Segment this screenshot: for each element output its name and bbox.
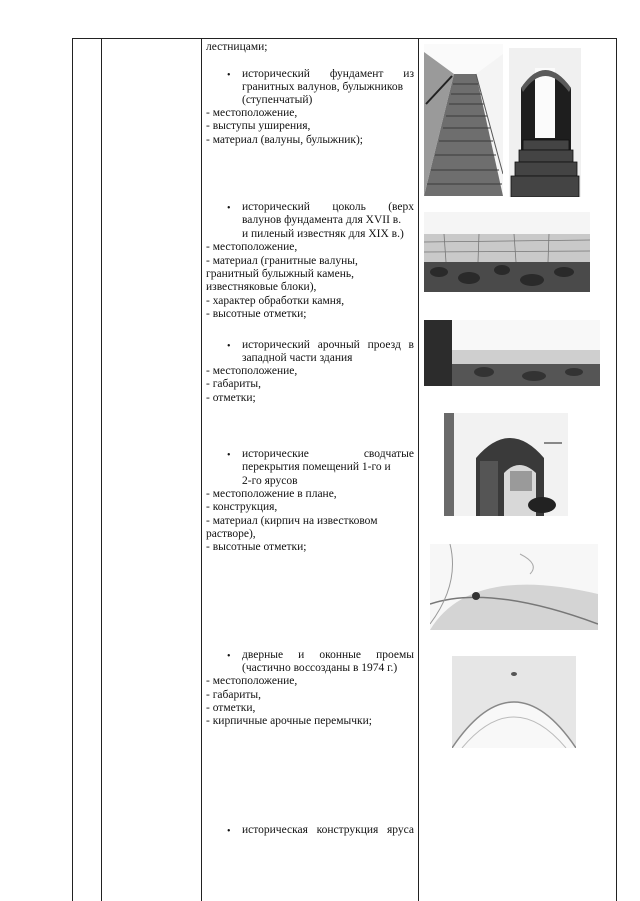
bullet-heading: (ступенчатый): [242, 94, 313, 106]
text-line: - местоположение,: [206, 365, 298, 377]
bullet-heading: западной части здания: [242, 352, 353, 364]
photo-staircase: [424, 44, 503, 196]
text-line: - выступы уширения,: [206, 120, 311, 132]
bullet-heading: исторический арочный проезд в: [242, 339, 414, 351]
bullet-heading: (частично воссозданы в 1974 г.): [242, 662, 398, 674]
text-line: - материал (валуны, булыжник);: [206, 134, 363, 146]
text-line: - габариты,: [206, 378, 262, 390]
photo-arched-passage: [444, 413, 568, 516]
text-line: лестницами;: [206, 41, 268, 53]
bullet-heading: гранитных валунов, булыжников: [242, 81, 404, 93]
bullet-heading: исторический цоколь (верх: [242, 201, 414, 213]
text-line: - конструкция,: [206, 501, 278, 513]
column-border: [101, 38, 102, 901]
bullet-heading: исторические сводчатые: [242, 448, 414, 460]
text-line: - характер обработки камня,: [206, 295, 345, 307]
bullet-heading: дверные и оконные проемы: [242, 649, 414, 661]
text-line: - местоположение,: [206, 241, 298, 253]
bullet-heading: перекрытия помещений 1-го и: [242, 461, 391, 473]
column-border: [72, 38, 73, 901]
table-top-border: [72, 38, 617, 39]
photo-passage-wall: [424, 320, 600, 386]
text-line: растворе),: [206, 528, 256, 540]
text-line: - материал (гранитные валуны,: [206, 255, 358, 267]
bullet-icon: •: [227, 651, 231, 662]
bullet-heading: историческая конструкция яруса: [242, 824, 414, 836]
bullet-icon: •: [227, 70, 231, 81]
bullet-icon: •: [227, 203, 231, 214]
bullet-heading: валунов фундамента для XVII в.: [242, 214, 402, 226]
text-line: - кирпичные арочные перемычки;: [206, 715, 372, 727]
column-border: [418, 38, 419, 901]
bullet-heading: 2-го ярусов: [242, 475, 298, 487]
bullet-icon: •: [227, 826, 231, 837]
text-line: - местоположение в плане,: [206, 488, 337, 500]
photo-plinth-wall: [424, 212, 590, 292]
bullet-heading: исторический фундамент из: [242, 68, 414, 80]
text-line: - высотные отметки;: [206, 541, 307, 553]
text-line: - местоположение,: [206, 107, 298, 119]
bullet-icon: •: [227, 341, 231, 352]
text-line: - высотные отметки;: [206, 308, 307, 320]
text-line: - габариты,: [206, 689, 262, 701]
column-border: [201, 38, 202, 901]
text-line: - материал (кирпич на известковом: [206, 515, 378, 527]
bullet-icon: •: [227, 450, 231, 461]
text-line: известняковые блоки),: [206, 281, 317, 293]
text-line: гранитный булыжный камень,: [206, 268, 354, 280]
text-line: - отметки;: [206, 392, 256, 404]
bullet-heading: и пиленый известняк для XIX в.): [242, 228, 404, 240]
photo-arched-stair-passage: [509, 48, 581, 197]
photo-vaulted-ceiling: [430, 544, 598, 630]
text-line: - отметки,: [206, 702, 256, 714]
photo-ceiling-vault: [452, 656, 576, 748]
column-border: [616, 38, 617, 901]
text-line: - местоположение,: [206, 675, 298, 687]
